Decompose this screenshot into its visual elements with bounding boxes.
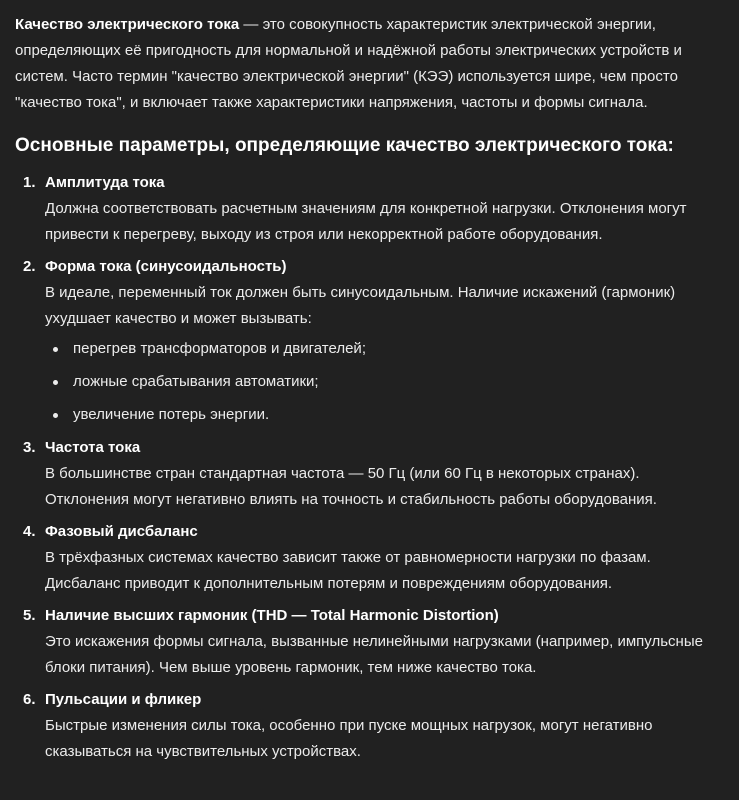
item-description: Должна соответствовать расчетным значениям для конкретной нагрузки. Отклонения могут привести к перегреву, выходу из строя или некорректной работе оборудования. [45, 200, 687, 243]
item-title: Наличие высших гармоник (THD — Total Harmonic Distortion) [45, 607, 499, 624]
item-title: Фазовый дисбаланс [45, 523, 198, 540]
bullet-text: перегрев трансформаторов и двигателей; [73, 340, 366, 357]
list-item [15, 603, 717, 681]
bullet-item [45, 369, 717, 395]
list-item [15, 435, 717, 513]
item-description: В идеале, переменный ток должен быть синусоидальным. Наличие искажений (гармоник) ухудшает качество и может вызывать: [45, 284, 676, 327]
list-item [15, 254, 717, 428]
bullet-item [45, 402, 717, 428]
item-number: 2. [23, 258, 36, 275]
item-title: Пульсации и фликер [45, 691, 202, 708]
item-number: 1. [23, 174, 36, 191]
bullet-dot-icon [53, 413, 58, 418]
item-title: Форма тока (синусоидальность) [45, 258, 287, 275]
item-number: 3. [23, 439, 36, 456]
intro-paragraph [15, 12, 717, 116]
bullet-text: увеличение потерь энергии. [73, 406, 270, 423]
item-description: В трёхфазных системах качество зависит также от равномерности нагрузки по фазам. Дисбаланс приводит к дополнительным потерям и повреждениям оборудования. [45, 549, 651, 592]
item-number: 6. [23, 691, 36, 708]
section-heading: Основные параметры, определяющие качество электрического тока: [15, 135, 674, 156]
effects-list [45, 336, 717, 428]
bullet-text: ложные срабатывания автоматики; [73, 373, 319, 390]
parameters-list [15, 170, 717, 765]
bullet-item [45, 336, 717, 362]
intro-term: Качество электрического тока [15, 16, 240, 33]
list-item [15, 170, 717, 248]
intro-text: — это совокупность характеристик электрической энергии, определяющих её пригодность для нормальной и надёжной работы электрических устройств и систем. Часто термин "качество электрической энергии" (КЭЭ) используется шире, чем просто "качество тока", и включает также характеристики напряжения, частоты и формы сигнала. [15, 16, 682, 111]
bullet-dot-icon [53, 347, 58, 352]
item-description: Быстрые изменения силы тока, особенно при пуске мощных нагрузок, могут негативно сказываться на чувствительных устройствах. [45, 717, 653, 760]
item-description: Это искажения формы сигнала, вызванные нелинейными нагрузками (например, импульсные блоки питания). Чем выше уровень гармоник, тем ниже качество тока. [45, 633, 703, 676]
item-number: 4. [23, 523, 36, 540]
item-description: В большинстве стран стандартная частота — 50 Гц (или 60 Гц в некоторых странах). Отклонения могут негативно влиять на точность и стабильность работы оборудования. [45, 465, 657, 508]
item-title: Частота тока [45, 439, 141, 456]
item-number: 5. [23, 607, 36, 624]
list-item [15, 687, 717, 765]
bullet-dot-icon [53, 380, 58, 385]
list-item [15, 519, 717, 597]
item-title: Амплитуда тока [45, 174, 165, 191]
